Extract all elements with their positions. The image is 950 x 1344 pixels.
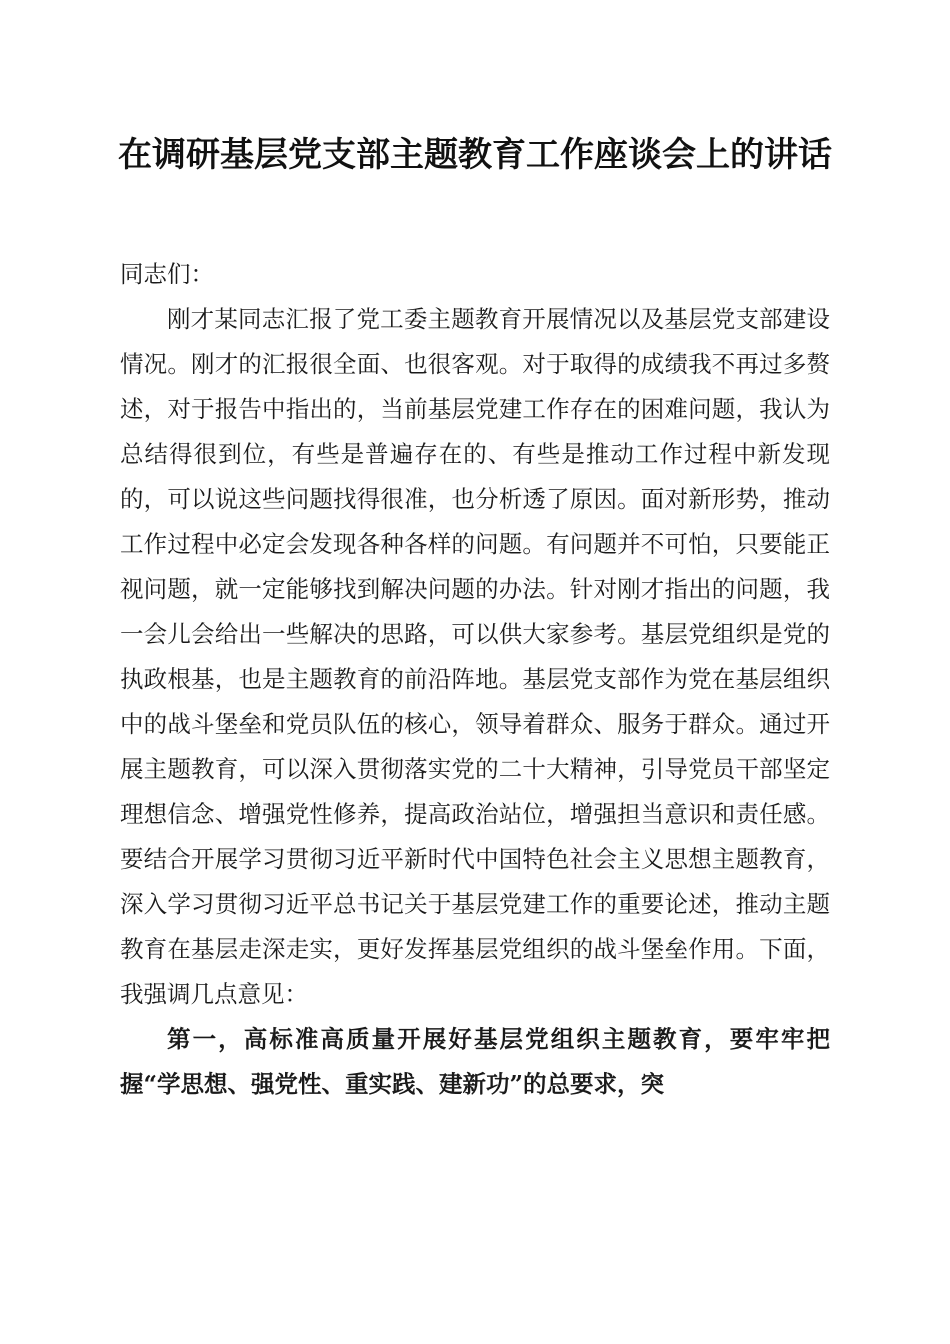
document-title: 在调研基层党支部主题教育工作座谈会上的讲话: [118, 135, 832, 175]
body-paragraph: 刚才某同志汇报了党工委主题教育开展情况以及基层党支部建设情况。刚才的汇报很全面、也很客观。对于取得的成绩我不再过多赘述，对于报告中指出的，当前基层党建工作存在的困难问题，我认为总结得很到位，有些是普遍存在的、有些是推动工作过程中新发现的，可以说这些问题找得很准，也分析透了原因。面对新形势，推动工作过程中必定会发现各种各样的问题。有问题并不可怕，只要能正视问题，就一定能够找到解决问题的办法。针对刚才指出的问题，我一会儿会给出一些解决的思路，可以供大家参考。基层党组织是党的执政根基，也是主题教育的前沿阵地。基层党支部作为党在基层组织中的战斗堡垒和党员队伍的核心，领导着群众、服务于群众。通过开展主题教育，可以深入贯彻落实党的二十大精神，引导党员干部坚定理想信念、增强党性修养，提高政治站位，增强担当意识和责任感。要结合开展学习贯彻习近平新时代中国特色社会主义思想主题教育，深入学习贯彻习近平总书记关于基层党建工作的重要论述，推动主题教育在基层走深走实，更好发挥基层党组织的战斗堡垒作用。下面，我强调几点意见：: [120, 305, 830, 1008]
document-body: [120, 252, 830, 1107]
greeting-line: 同志们：: [120, 260, 214, 288]
first-point-paragraph: 第一，高标准高质量开展好基层党组织主题教育，要牢牢把握“学思想、强党性、重实践、建新功”的总要求，突: [120, 1025, 830, 1098]
